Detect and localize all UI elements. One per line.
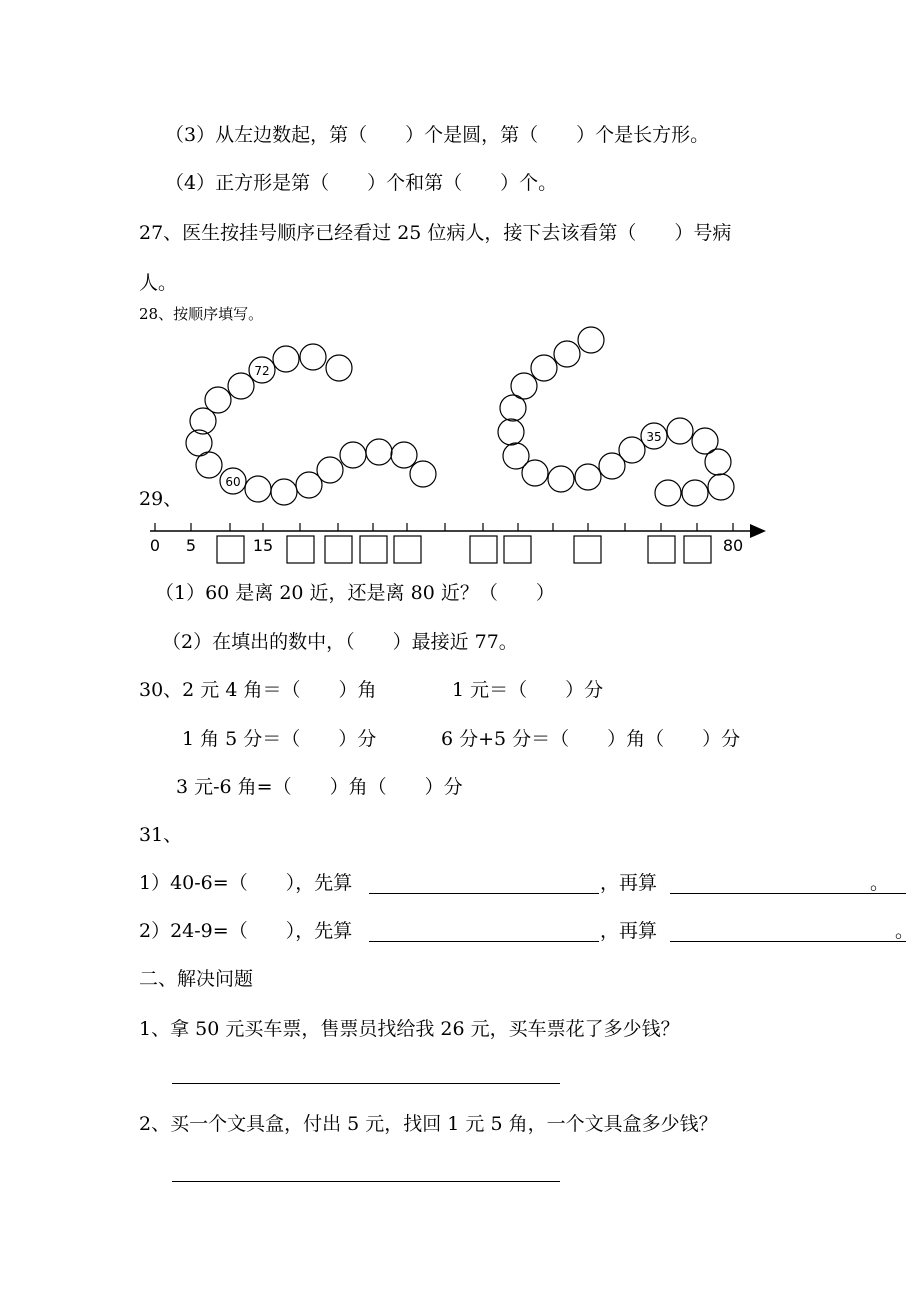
bead [391, 442, 417, 468]
answer-box[interactable] [470, 536, 497, 563]
sequence-figure [0, 0, 920, 580]
bead [655, 480, 681, 506]
q26-part3: （3）从左边数起，第（ ）个是圆，第（ ）个是长方形。 [165, 124, 710, 146]
bead [340, 442, 366, 468]
bead [682, 480, 708, 506]
bead [366, 439, 392, 465]
bead [326, 355, 352, 381]
axis-label-0: 0 [149, 536, 161, 555]
bead [271, 479, 297, 505]
problem-2: 2、买一个文具盒，付出 5 元，找回 1 元 5 角，一个文具盒多少钱？ [139, 1113, 718, 1135]
q29-number: 29、 [139, 488, 183, 510]
answer-box[interactable] [287, 536, 314, 563]
answer-box[interactable] [504, 536, 531, 563]
bead [667, 418, 693, 444]
answer-box[interactable] [217, 536, 244, 563]
bead [196, 452, 222, 478]
bead [317, 457, 343, 483]
q31-title: 31、 [139, 824, 183, 846]
q26-part4: （4）正方形是第（ ）个和第（ ）个。 [165, 172, 558, 194]
axis-label-15: 15 [252, 536, 274, 555]
bead [548, 466, 574, 492]
bead [554, 341, 580, 367]
answer-box[interactable] [325, 536, 352, 563]
q31-row2-blank2[interactable] [670, 941, 906, 942]
bead [575, 464, 601, 490]
bead [578, 327, 604, 353]
problem-2-answer-line[interactable] [172, 1181, 560, 1182]
answer-box[interactable] [360, 536, 387, 563]
axis-arrow [750, 524, 766, 538]
q29-part2: （2）在填出的数中，（ ）最接近 77。 [162, 631, 518, 653]
answer-boxes [217, 536, 711, 563]
bead [522, 460, 548, 486]
bead [410, 461, 436, 487]
answer-box[interactable] [394, 536, 421, 563]
q31-row2-end: 。 [895, 920, 915, 942]
q30-d: 6 分+5 分＝（ ）角（ ）分 [441, 728, 741, 750]
q30-b: 1 元＝（ ）分 [452, 679, 604, 701]
q27-line2: 人。 [139, 272, 178, 294]
q29-part1: （1）60 是离 20 近，还是离 80 近？（ ） [155, 582, 555, 604]
bead-label-60: 60 [225, 475, 241, 489]
q31-row2-blank1[interactable] [369, 941, 599, 942]
axis-ticks [155, 523, 733, 531]
q30-a: 30、2 元 4 角＝（ ）角 [139, 679, 377, 701]
bead [705, 449, 731, 475]
snake-right [498, 327, 734, 506]
axis-label-80: 80 [722, 536, 744, 555]
bead [245, 476, 271, 502]
number-line [150, 523, 766, 563]
answer-box[interactable] [684, 536, 711, 563]
bead-label-35: 35 [646, 430, 662, 444]
bead [498, 419, 524, 445]
q31-row1-end: 。 [870, 872, 890, 894]
q31-row2-prefix: 2）24-9=（ ），先算 [139, 920, 353, 942]
bead [708, 474, 734, 500]
answer-box[interactable] [648, 536, 675, 563]
answer-box[interactable] [574, 536, 601, 563]
q31-row1-mid: ，再算 [600, 872, 658, 894]
q31-row1-blank1[interactable] [369, 893, 599, 894]
bead [619, 437, 645, 463]
q30-e: 3 元-6 角=（ ）角（ ）分 [176, 776, 463, 798]
bead [273, 346, 299, 372]
axis-label-5: 5 [185, 536, 197, 555]
bead [300, 344, 326, 370]
bead [500, 395, 526, 421]
problem-1-answer-line[interactable] [172, 1083, 560, 1084]
bead-label-72: 72 [254, 364, 270, 378]
bead [531, 355, 557, 381]
bead [228, 373, 254, 399]
q30-c: 1 角 5 分＝（ ）分 [182, 728, 377, 750]
q31-row1-prefix: 1）40-6=（ ），先算 [139, 872, 353, 894]
q28-title: 28、按顺序填写。 [139, 305, 264, 323]
snake-left [186, 344, 436, 505]
q27-line1: 27、医生按挂号顺序已经看过 25 位病人，接下去该看第（ ）号病 [139, 222, 732, 244]
problem-1: 1、拿 50 元买车票，售票员找给我 26 元，买车票花了多少钱？ [139, 1018, 680, 1040]
section2-title: 二、解决问题 [139, 968, 254, 990]
q31-row2-mid: ，再算 [600, 920, 658, 942]
